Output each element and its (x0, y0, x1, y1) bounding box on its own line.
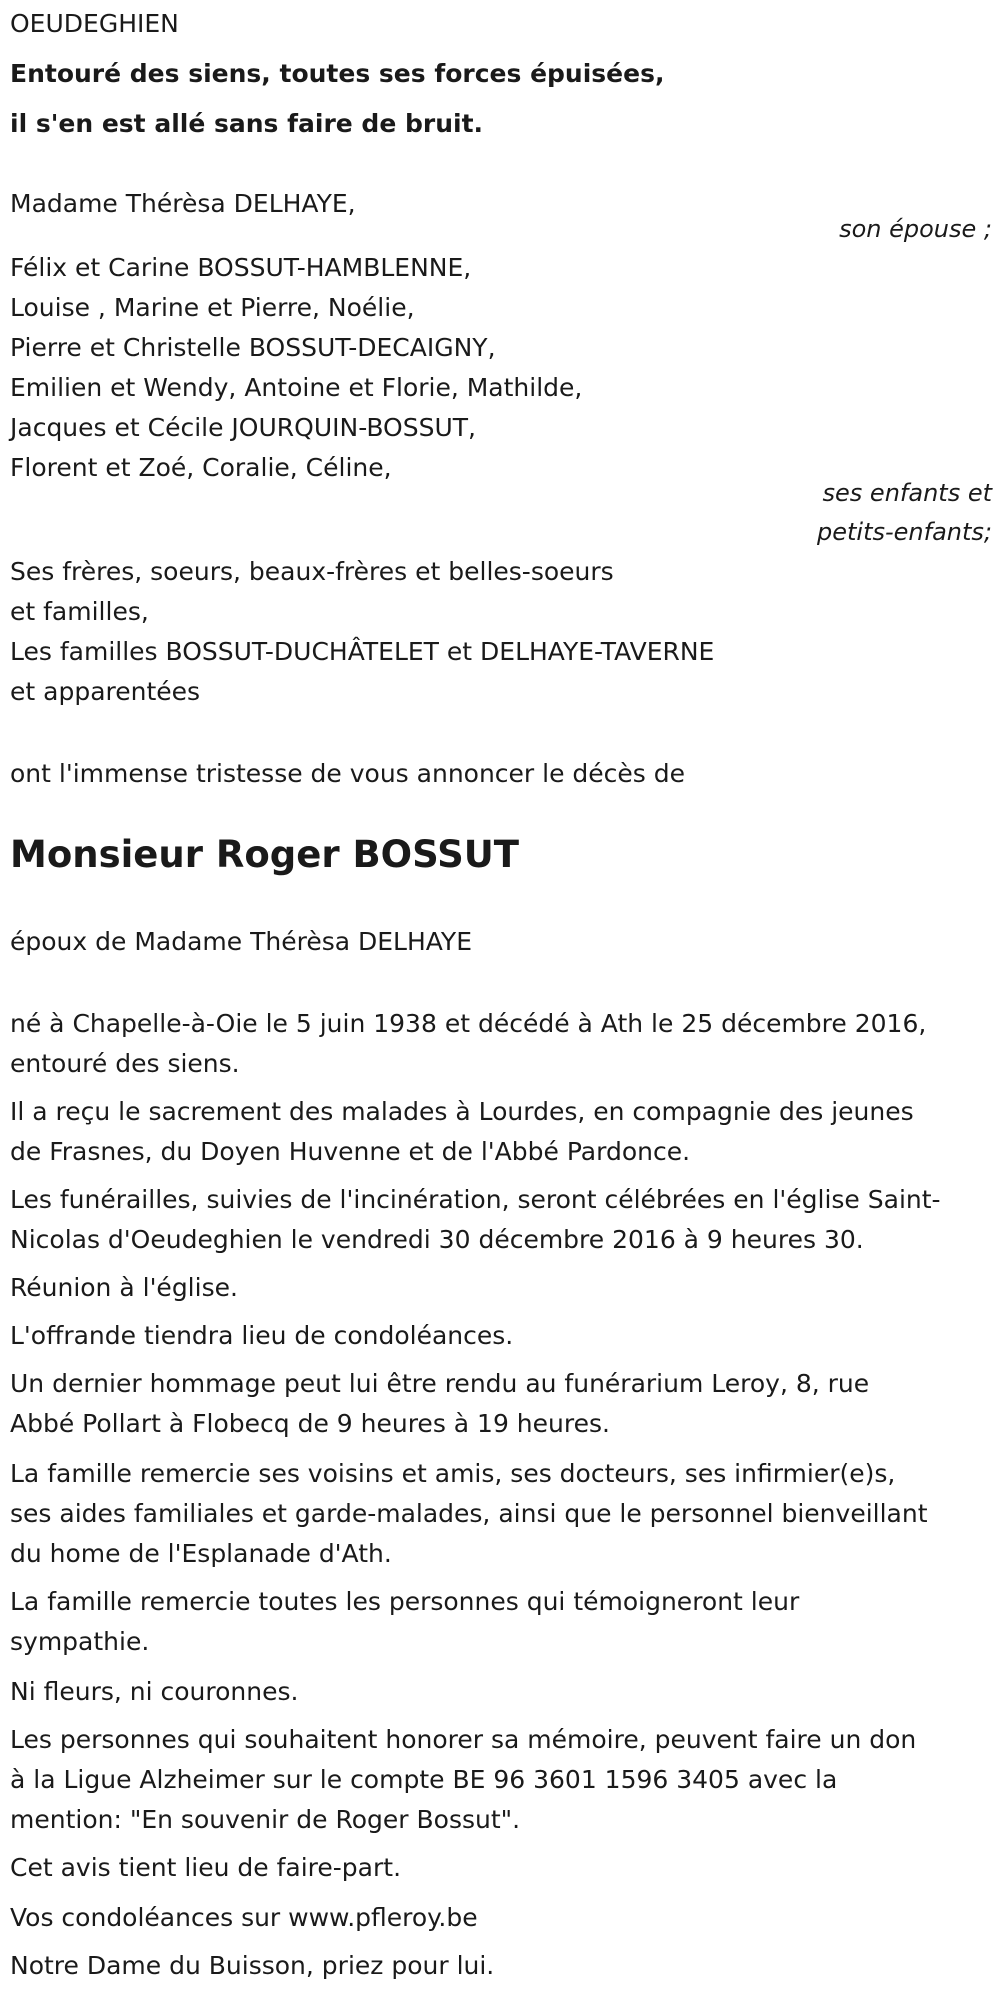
body-line: L'offrande tiendra lieu de condoléances. (10, 1321, 514, 1350)
body-line: de Frasnes, du Doyen Huvenne et de l'Abbé Pardonce. (10, 1137, 691, 1166)
family-line: et familles, (10, 597, 149, 626)
body-line: Réunion à l'église. (10, 1273, 238, 1302)
spouse-of-text: époux de Madame Thérèsa DELHAYE (10, 927, 472, 956)
spouse-role: son épouse ; (839, 215, 992, 243)
body-line: né à Chapelle-à-Oie le 5 juin 1938 et décédé à Ath le 25 décembre 2016, (10, 1009, 927, 1038)
location-heading: OEUDEGHIEN (10, 9, 179, 38)
children-line: Florent et Zoé, Coralie, Céline, (10, 453, 392, 482)
body-line: du home de l'Esplanade d'Ath. (10, 1539, 392, 1568)
body-line: Il a reçu le sacrement des malades à Lourdes, en compagnie des jeunes (10, 1097, 914, 1126)
body-line: La famille remercie toutes les personnes qui témoigneront leur (10, 1587, 800, 1616)
intro-line-1: Entouré des siens, toutes ses forces épuisées, (10, 59, 665, 88)
body-line: mention: "En souvenir de Roger Bossut". (10, 1805, 521, 1834)
body-line: Les personnes qui souhaitent honorer sa mémoire, peuvent faire un don (10, 1725, 917, 1754)
family-line: et apparentées (10, 677, 201, 706)
children-role-line-2: petits-enfants; (817, 518, 992, 546)
body-line: Cet avis tient lieu de faire-part. (10, 1853, 402, 1882)
body-line: La famille remercie ses voisins et amis, ses docteurs, ses infirmier(e)s, (10, 1459, 896, 1488)
spouse-name: Madame Thérèsa DELHAYE, (10, 189, 356, 218)
announcement-text: ont l'immense tristesse de vous annoncer le décès de (10, 759, 686, 788)
children-line: Emilien et Wendy, Antoine et Florie, Mathilde, (10, 373, 583, 402)
children-line: Félix et Carine BOSSUT-HAMBLENNE, (10, 253, 472, 282)
body-line: Les funérailles, suivies de l'incinération, seront célébrées en l'église Saint- (10, 1185, 941, 1214)
body-line: Nicolas d'Oeudeghien le vendredi 30 décembre 2016 à 9 heures 30. (10, 1225, 864, 1254)
body-line: sympathie. (10, 1627, 150, 1656)
body-line: Abbé Pollart à Flobecq de 9 heures à 19 heures. (10, 1409, 610, 1438)
children-role-line-1: ses enfants et (822, 479, 992, 507)
body-line: entouré des siens. (10, 1049, 240, 1078)
family-line: Les familles BOSSUT-DUCHÂTELET et DELHAYE-TAVERNE (10, 637, 715, 666)
body-line: Notre Dame du Buisson, priez pour lui. (10, 1951, 495, 1980)
intro-line-2: il s'en est allé sans faire de bruit. (10, 109, 484, 138)
body-line: Ni fleurs, ni couronnes. (10, 1677, 299, 1706)
deceased-name: Monsieur Roger BOSSUT (10, 833, 520, 876)
condolences-link[interactable]: Vos condoléances sur www.pfleroy.be (10, 1903, 478, 1932)
children-line: Louise , Marine et Pierre, Noélie, (10, 293, 415, 322)
family-line: Ses frères, soeurs, beaux-frères et belles-soeurs (10, 557, 614, 586)
body-line: ses aides familiales et garde-malades, ainsi que le personnel bienveillant (10, 1499, 928, 1528)
children-line: Pierre et Christelle BOSSUT-DECAIGNY, (10, 333, 496, 362)
body-line: à la Ligue Alzheimer sur le compte BE 96 3601 1596 3405 avec la (10, 1765, 838, 1794)
children-line: Jacques et Cécile JOURQUIN-BOSSUT, (10, 413, 476, 442)
body-line: Un dernier hommage peut lui être rendu au funérarium Leroy, 8, rue (10, 1369, 870, 1398)
